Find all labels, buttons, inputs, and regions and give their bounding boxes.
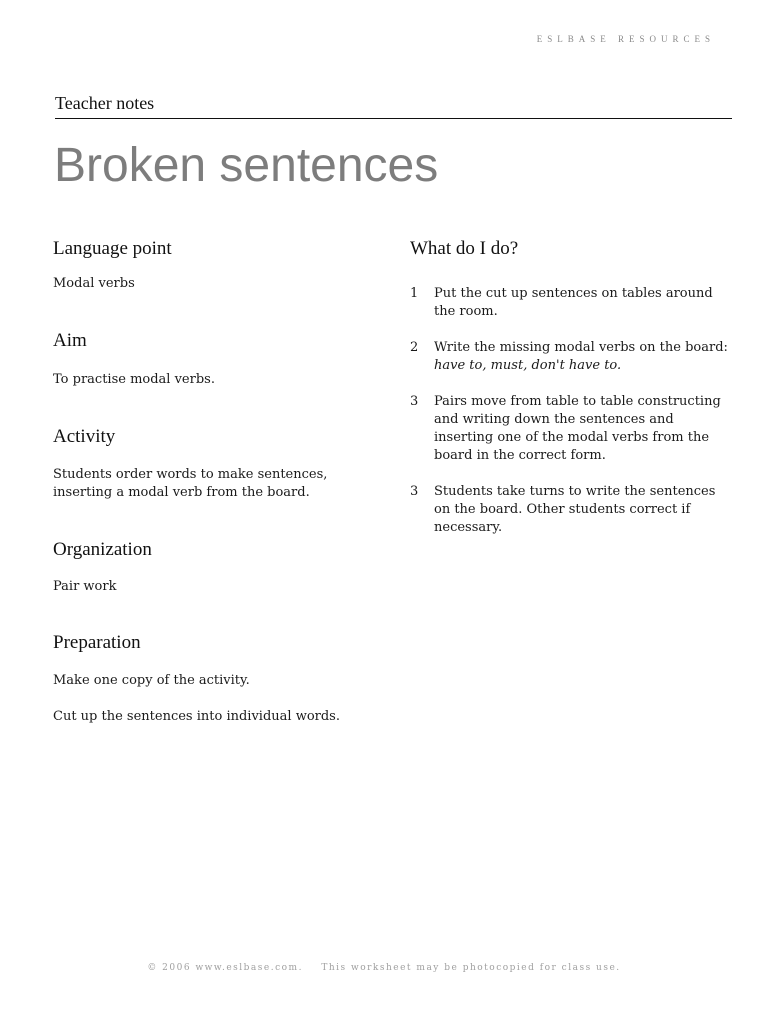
text-organization: Pair work	[53, 579, 117, 594]
step-number: 3	[410, 484, 419, 499]
footer-notice: This worksheet may be photocopied for class use.	[321, 963, 621, 973]
heading-language-point: Language point	[53, 238, 172, 259]
section-kicker: Teacher notes	[55, 93, 155, 113]
text-preparation-line: Cut up the sentences into individual words.	[53, 709, 340, 724]
heading-preparation: Preparation	[53, 632, 141, 653]
step-text-plain: Write the missing modal verbs on the board:	[434, 340, 728, 355]
step-number: 3	[410, 394, 419, 409]
step-text	[434, 340, 728, 373]
text-language-point: Modal verbs	[53, 276, 135, 291]
text-aim: To practise modal verbs.	[53, 372, 215, 387]
step-item	[410, 483, 730, 537]
brand-header: ESLBASE RESOURCES	[536, 34, 715, 44]
footer	[0, 963, 768, 973]
heading-organization: Organization	[53, 539, 152, 560]
page-title: Broken sentences	[54, 139, 439, 192]
steps-list	[410, 285, 730, 555]
header-divider	[55, 118, 732, 119]
step-item	[410, 339, 730, 375]
step-number: 2	[410, 340, 419, 355]
step-text: Students take turns to write the sentences on the board. Other students correct if necessary.	[434, 484, 716, 535]
step-item	[410, 393, 730, 465]
text-preparation-line: Make one copy of the activity.	[53, 673, 250, 688]
modal-verbs-list: have to, must, don't have to.	[434, 358, 622, 373]
heading-aim: Aim	[53, 330, 87, 351]
step-text: Put the cut up sentences on tables around the room.	[434, 286, 713, 319]
step-item	[410, 285, 730, 321]
footer-copyright: © 2006 www.eslbase.com.	[147, 963, 303, 973]
step-number: 1	[410, 286, 419, 301]
heading-activity: Activity	[53, 426, 116, 447]
heading-what-do-i-do: What do I do?	[410, 238, 519, 259]
text-activity: Students order words to make sentences, inserting a modal verb from the board.	[53, 467, 328, 500]
step-text: Pairs move from table to table constructing and writing down the sentences and inserting one of the modal verbs from the board in the correct form.	[434, 394, 721, 463]
